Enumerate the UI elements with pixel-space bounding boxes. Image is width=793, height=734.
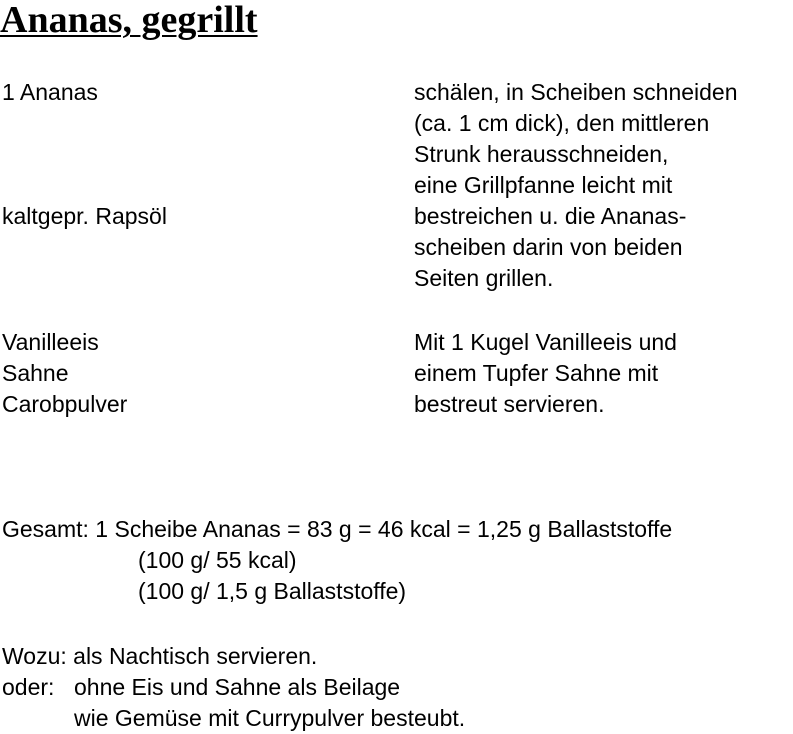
instruction-line: Strunk herausschneiden, (414, 141, 669, 167)
instruction-line: einem Tupfer Sahne mit (414, 360, 659, 386)
serving-wozu: Wozu: als Nachtisch servieren. (2, 643, 318, 669)
ingredient-vanilleeis: Vanilleeis (2, 329, 99, 355)
instruction-line: bestreut servieren. (414, 391, 605, 417)
instruction-line: bestreichen u. die Ananas- (414, 203, 687, 229)
ingredient-ananas: 1 Ananas (2, 79, 98, 105)
serving-oder-line: wie Gemüse mit Currypulver besteubt. (74, 705, 466, 731)
ingredient-carobpulver: Carobpulver (2, 391, 128, 417)
recipe-title: Ananas, gegrillt (0, 0, 258, 41)
serving-oder-label: oder: (2, 674, 55, 700)
ingredient-rapsoel: kaltgepr. Rapsöl (2, 203, 167, 229)
instruction-line: schälen, in Scheiben schneiden (414, 79, 738, 105)
instruction-line: eine Grillpfanne leicht mit (414, 172, 673, 198)
ingredient-sahne: Sahne (2, 360, 69, 386)
instruction-line: (ca. 1 cm dick), den mittleren (414, 110, 710, 136)
totals-per100-kcal: (100 g/ 55 kcal) (138, 547, 297, 573)
totals-per100-fiber: (100 g/ 1,5 g Ballaststoffe) (138, 578, 407, 604)
serving-oder-line: ohne Eis und Sahne als Beilage (74, 674, 401, 700)
totals-line: Gesamt: 1 Scheibe Ananas = 83 g = 46 kcal = 1,25 g Ballaststoffe (2, 516, 673, 542)
instruction-line: scheiben darin von beiden (414, 234, 683, 260)
instruction-line: Seiten grillen. (414, 265, 554, 291)
instruction-line: Mit 1 Kugel Vanilleeis und (414, 329, 677, 355)
